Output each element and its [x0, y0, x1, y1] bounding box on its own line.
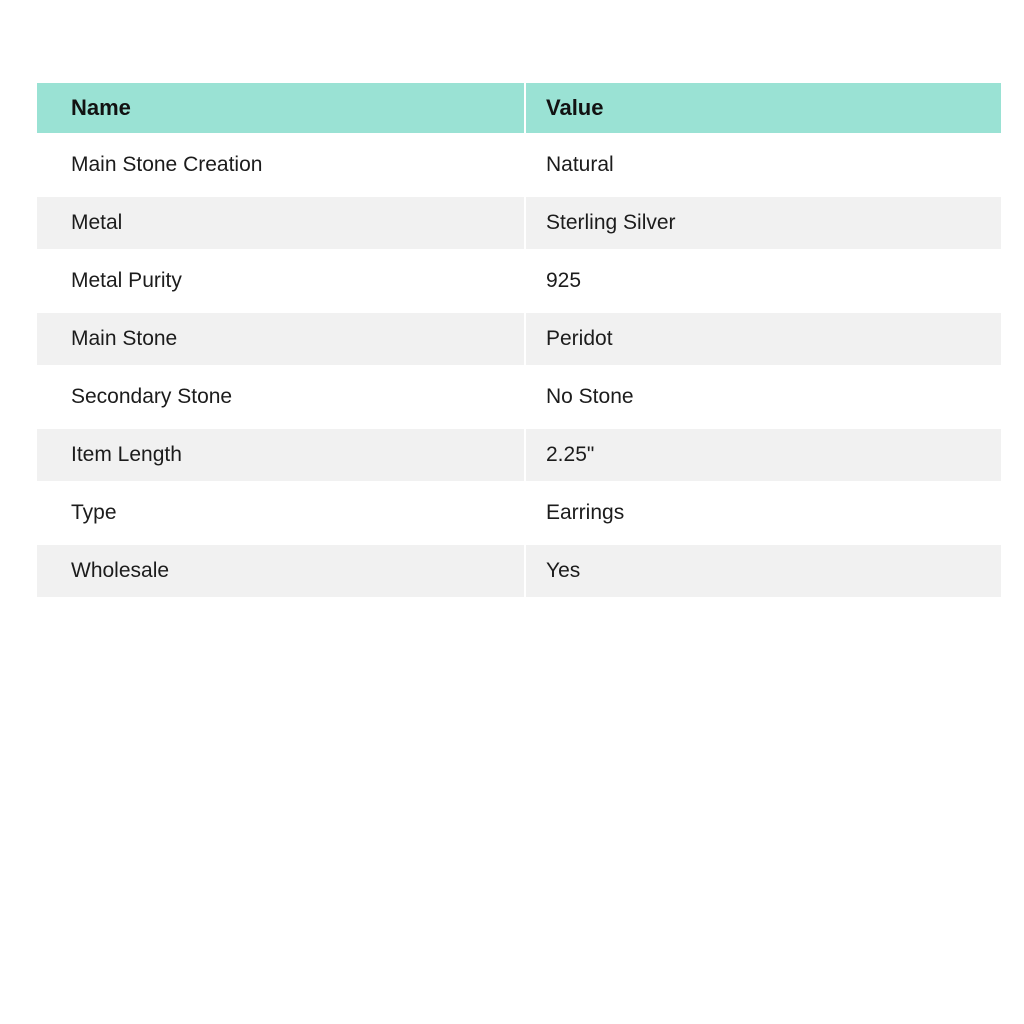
table-row	[37, 484, 1001, 542]
attr-name-cell: Secondary Stone	[37, 368, 525, 426]
attr-value-cell: No Stone	[525, 368, 1001, 426]
attr-value-cell: Earrings	[525, 484, 1001, 542]
attr-name-cell: Metal	[37, 194, 525, 252]
table-row	[37, 310, 1001, 368]
table-row	[37, 194, 1001, 252]
attr-name-cell: Metal Purity	[37, 252, 525, 310]
column-header-name: Name	[37, 83, 525, 136]
table-header	[37, 83, 1001, 136]
attr-value-cell: Sterling Silver	[525, 194, 1001, 252]
attr-name-cell: Wholesale	[37, 542, 525, 600]
table-row	[37, 426, 1001, 484]
attr-value-cell: 2.25"	[525, 426, 1001, 484]
table-row	[37, 136, 1001, 194]
table-row	[37, 368, 1001, 426]
attr-value-cell: Natural	[525, 136, 1001, 194]
product-attributes-table	[37, 83, 1001, 603]
attr-value-cell: Yes	[525, 542, 1001, 600]
table-row	[37, 542, 1001, 600]
attr-value-cell: Peridot	[525, 310, 1001, 368]
attr-name-cell: Type	[37, 484, 525, 542]
attr-name-cell: Main Stone	[37, 310, 525, 368]
attr-name-cell: Item Length	[37, 426, 525, 484]
column-header-value: Value	[525, 83, 1001, 136]
table-body	[37, 136, 1001, 600]
header-row	[37, 83, 1001, 136]
attr-value-cell: 925	[525, 252, 1001, 310]
table-row	[37, 252, 1001, 310]
attr-name-cell: Main Stone Creation	[37, 136, 525, 194]
